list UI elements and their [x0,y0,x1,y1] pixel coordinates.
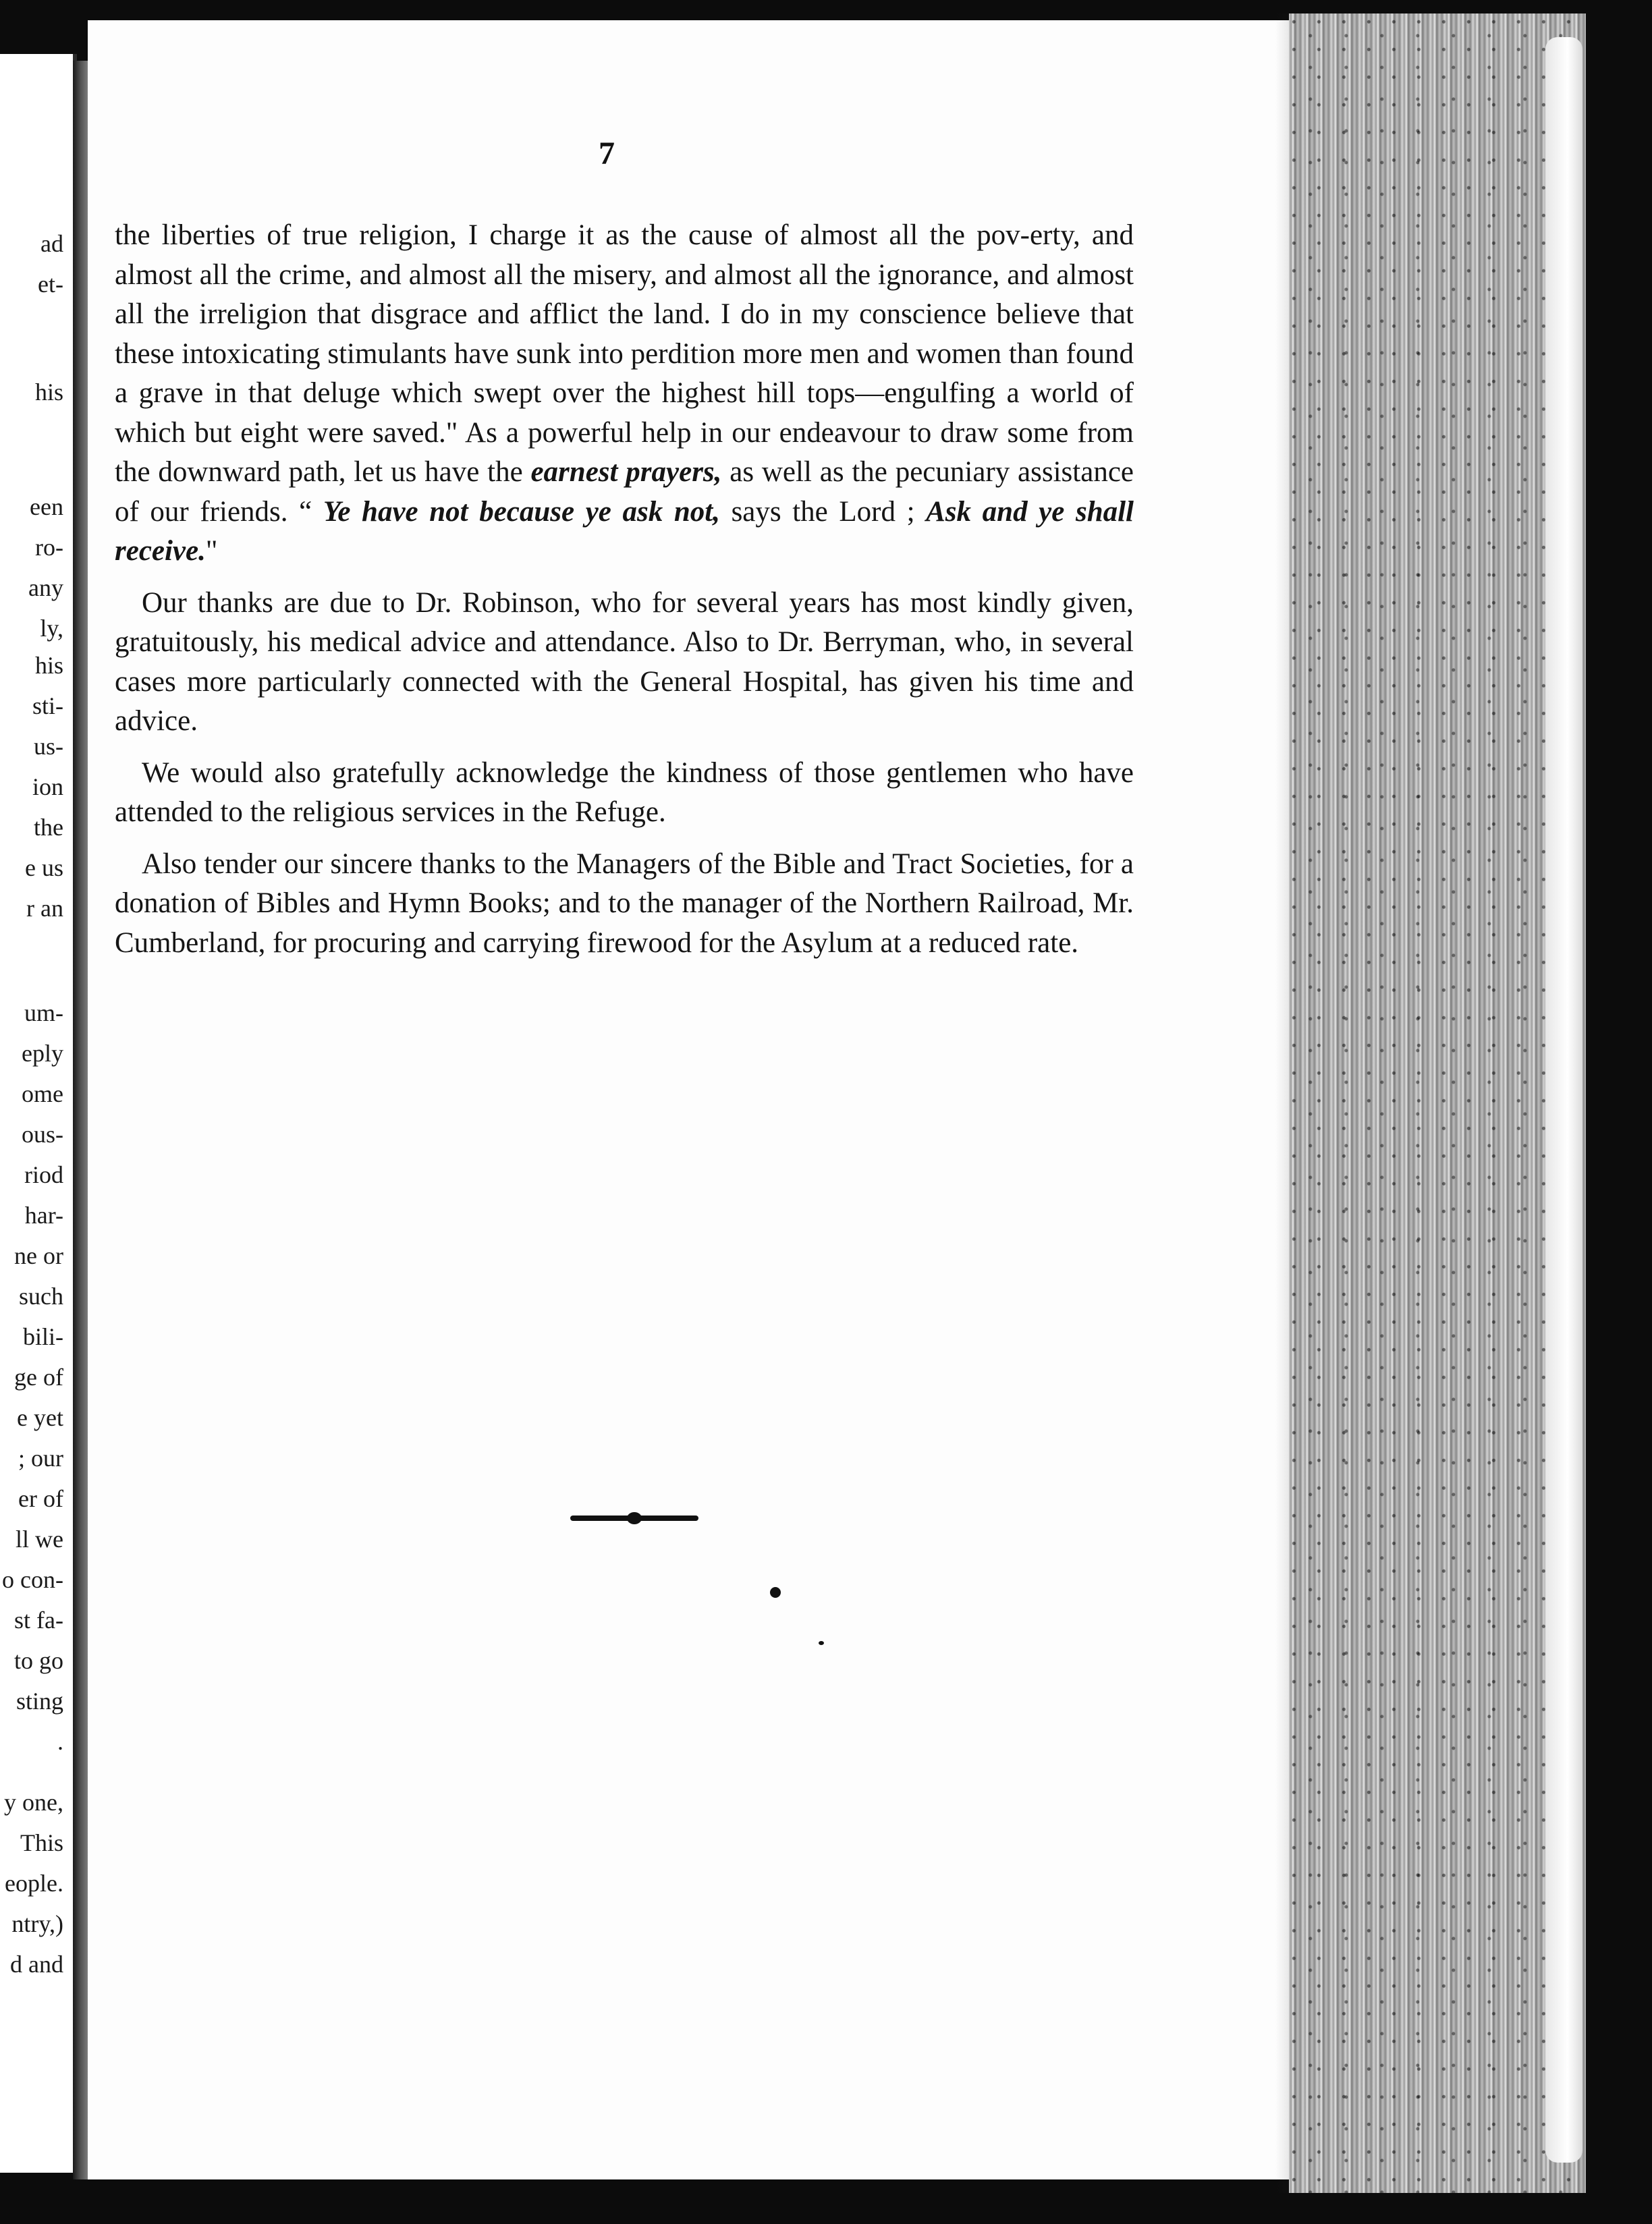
facing-page-fragment: us- [34,733,63,760]
facing-page-fragment: This [20,1829,63,1856]
text-run: says the Lord ; [719,495,927,528]
curled-page-edge [1545,37,1582,2163]
facing-page-fragment: bili- [23,1323,63,1350]
facing-page-fragment: een [30,493,63,520]
facing-page-fragment: ntry,) [11,1910,63,1937]
facing-page-fragment: ne or [14,1242,63,1269]
facing-page-fragment: d and [10,1951,63,1978]
facing-page-fragment: ll we [16,1526,63,1553]
facing-page-fragment: to go [13,1647,63,1674]
paragraph-2 [115,584,1134,742]
facing-page-fragment: . [57,1728,63,1755]
facing-page-fragment: the [34,814,63,841]
page-number: 7 [599,136,615,171]
book-page [88,20,1356,2179]
facing-page-fragment: y one, [4,1789,63,1816]
facing-page-fragment: any [28,574,63,601]
facing-page-fragment: eply [22,1040,63,1067]
text-run: " [205,535,218,567]
emphasis-text: Ask and ye shall receive. [115,495,1134,567]
facing-page-fragment: o con- [2,1566,63,1593]
facing-page-fragment: ro- [35,534,63,561]
facing-page-fragment: e yet [17,1404,63,1431]
facing-page-fragment: ly, [40,615,63,642]
facing-page-left [0,54,77,2173]
ornamental-rule [570,1516,698,1521]
facing-page-fragment: such [19,1283,63,1310]
text-run: the liberties of true religion, I charge it as the cause of almost all the pov-erty, and almost all the crime, and almost all the misery, and almost all the ignorance, and almost all the irreligion that disgrace and afflict the land. I do in my conscience believe that these intoxicating stimulants have sunk into perdition more men and women than found a grave in that deluge which swept over the highest hill tops—engulfing a world of which but eight were saved." As a powerful help in our endeavour to draw some from the downward path, let us have the [115,219,1134,488]
text-run: Also tender our sincere thanks to the Managers of the Bible and Tract Societies, for a donation of Bibles and Hymn Books; and to the manager of the Northern Railroad, Mr. Cumberland, for procuring and carrying firewood for the Asylum at a reduced rate. [115,847,1134,959]
page-edges [1289,13,1586,2193]
body-text [115,216,1134,975]
facing-page-fragment: har- [24,1202,63,1229]
facing-page-fragment: ; our [18,1445,63,1472]
paragraph-4 [115,845,1134,964]
facing-page-fragment: er of [18,1485,63,1512]
facing-page-fragment: ad [40,230,63,257]
facing-page-fragment: st fa- [14,1607,63,1634]
text-run: Our thanks are due to Dr. Robinson, who for several years has most kindly given, gratuitously, his medical advice and attendance. Also to Dr. Berryman, who, in several cases more particularly connected with the General Hospital, has given his time and advice. [115,586,1134,737]
facing-page-fragment: sting [16,1688,63,1715]
facing-page-fragment: r an [26,895,63,922]
facing-page-fragment: riod [24,1161,63,1188]
facing-page-fragment: sti- [32,692,63,719]
facing-page-fragment: ion [32,773,63,800]
emphasis-text: Ye have not because ye ask not, [323,495,720,528]
emphasis-text: earnest prayers, [530,456,722,488]
facing-page-fragment: et- [38,271,63,298]
text-run: We would also gratefully acknowledge the kindness of those gentlemen who have attended to the religious services in the Refuge. [115,756,1134,828]
ink-spot [770,1587,781,1598]
paragraph-3 [115,754,1134,833]
facing-page-fragment: ge of [14,1364,63,1391]
paragraph-1 [115,216,1134,572]
facing-page-fragment: his [34,379,63,406]
facing-page-fragment: ous- [22,1121,63,1148]
facing-page-fragment: um- [24,999,63,1026]
facing-page-fragment: ome [22,1080,63,1107]
facing-page-fragment: e us [25,854,63,881]
facing-page-fragment: his [34,652,63,679]
text-run: as well as the pecuniary assistance of our friends. “ [115,456,1134,528]
facing-page-fragment: eople. [5,1870,63,1897]
ink-speck [819,1641,824,1645]
